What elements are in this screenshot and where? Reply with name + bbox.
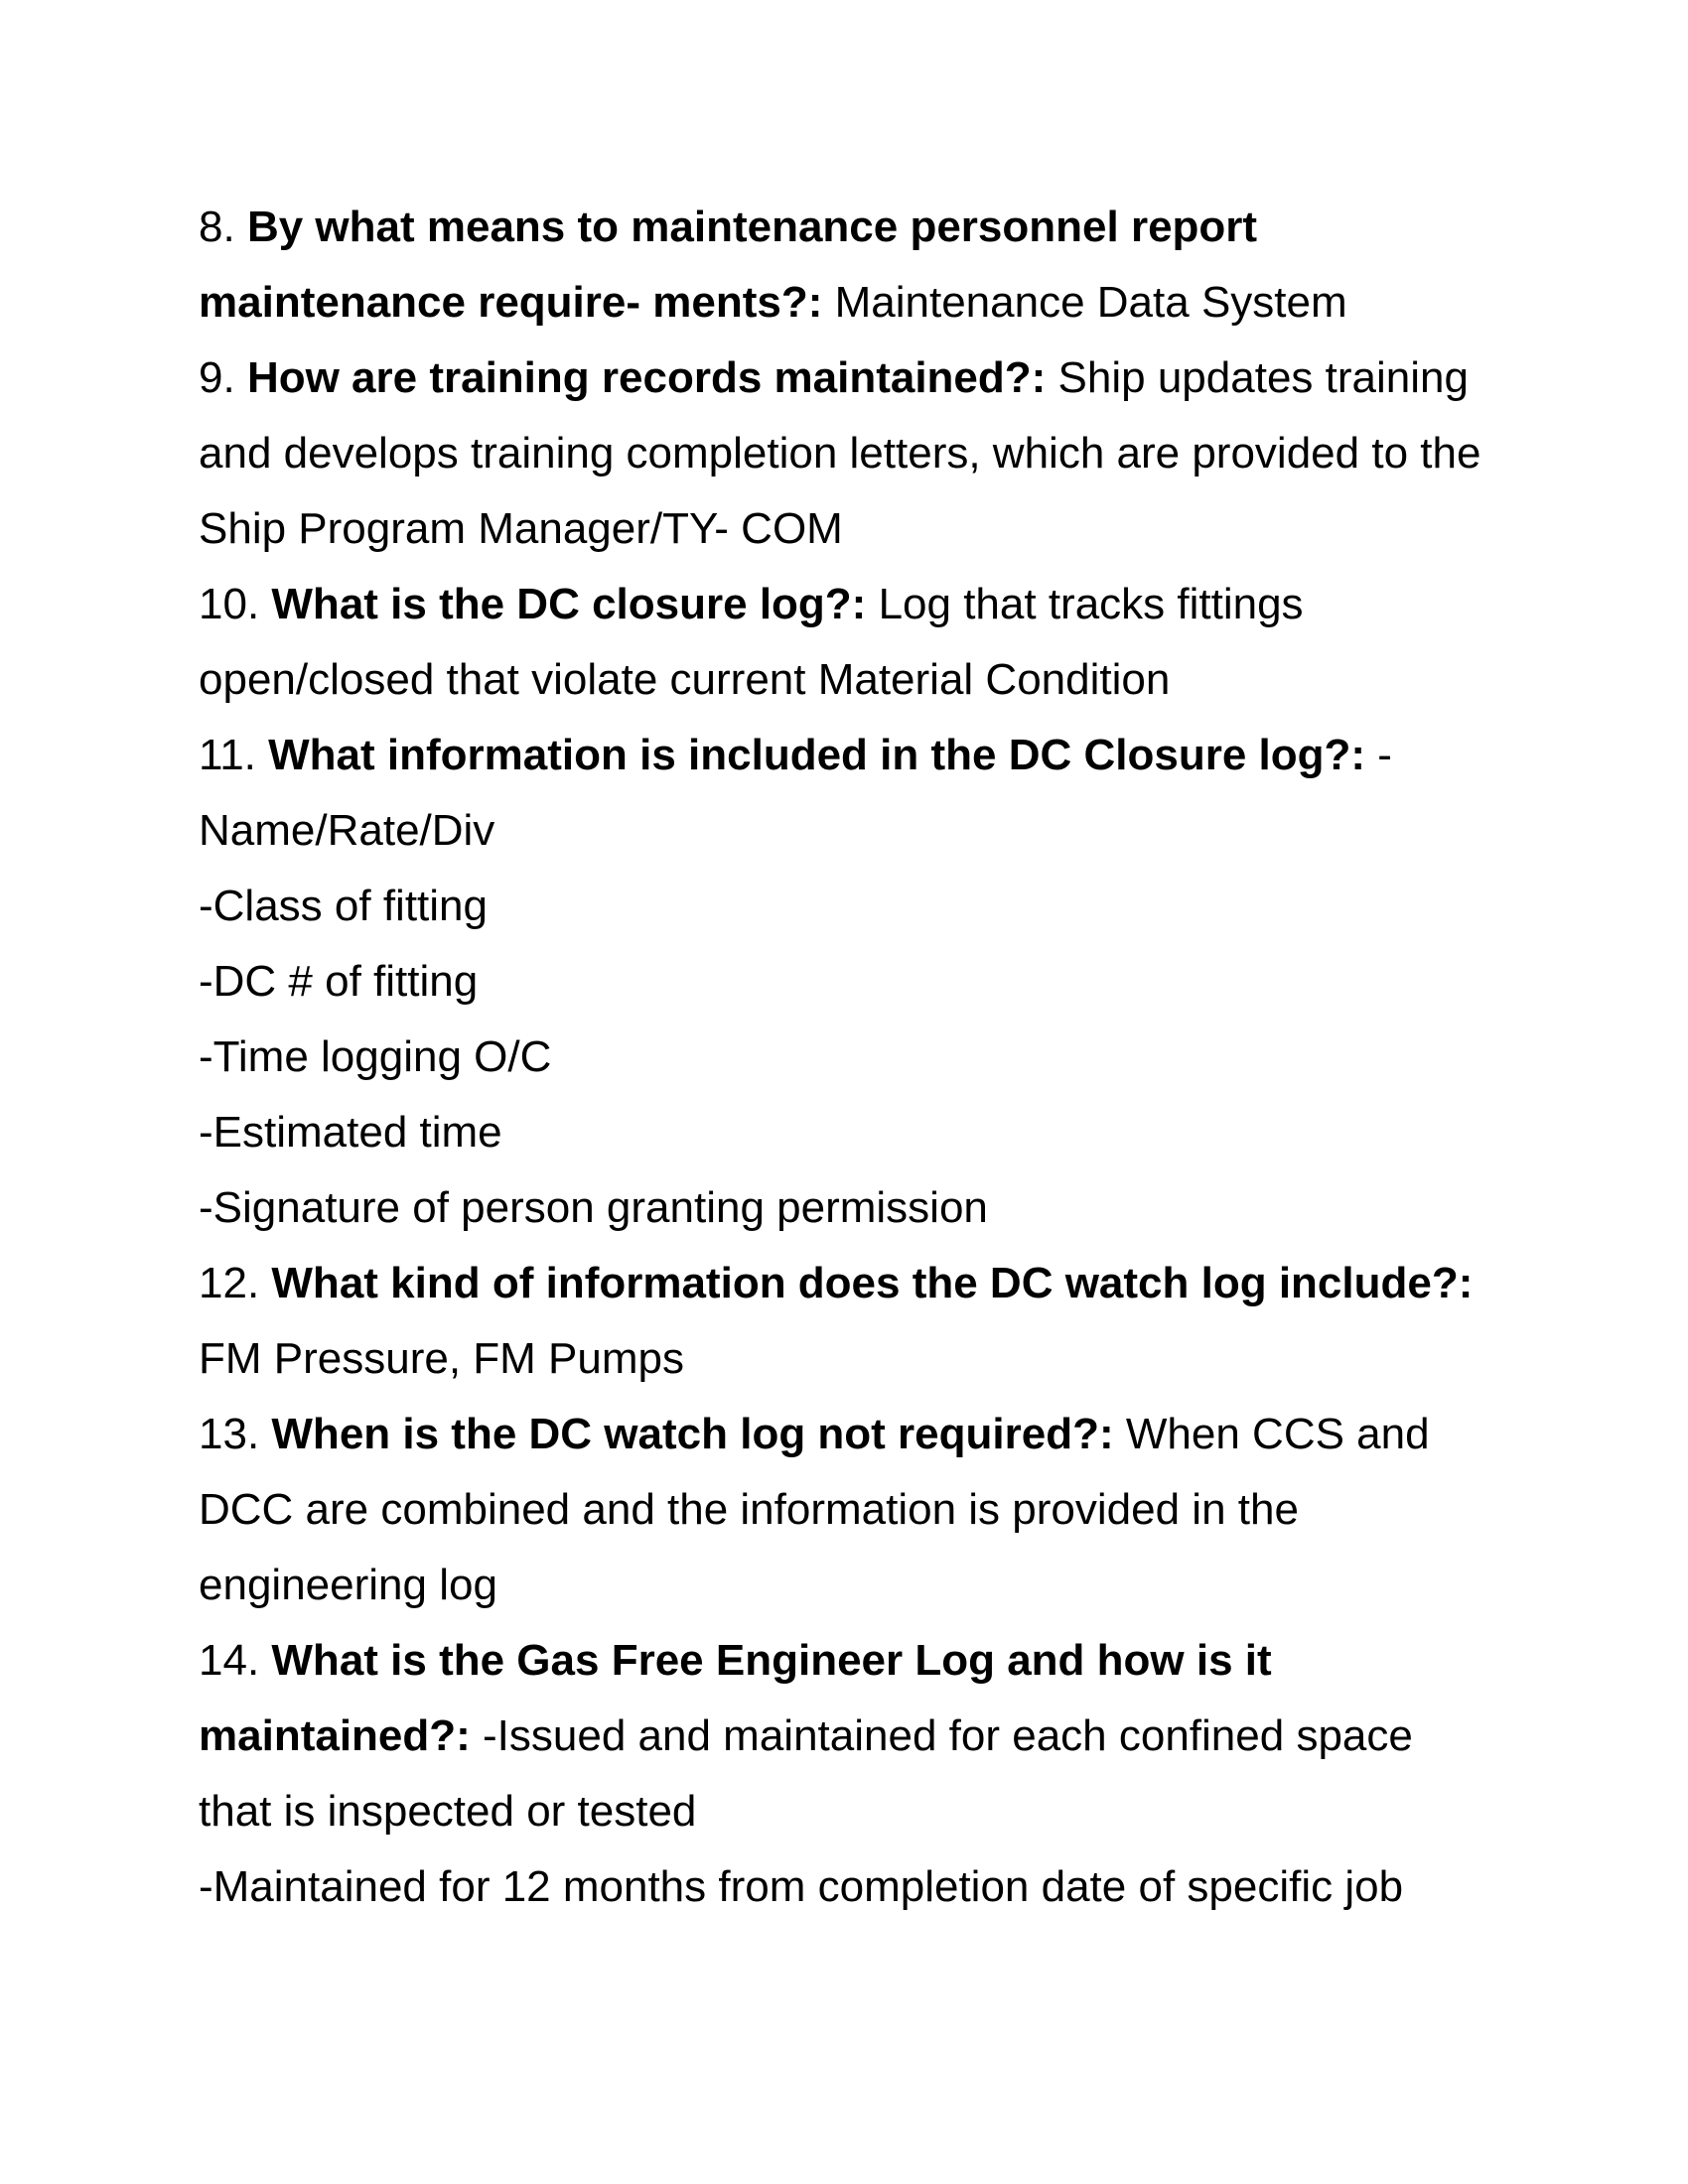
- qa-item-10: [199, 567, 1489, 718]
- item-number: 9.: [199, 353, 235, 402]
- answer-line: -DC # of fitting: [199, 957, 479, 1006]
- qa-item-13: [199, 1397, 1489, 1623]
- question-text: What is the Gas Free Engineer Log and how is it maintained?:: [199, 1636, 1272, 1760]
- answer-line: -Estimated time: [199, 1108, 502, 1157]
- item-number: 12.: [199, 1259, 260, 1307]
- answer-text: Maintenance Data System: [834, 278, 1347, 327]
- question-text: What kind of information does the DC watch log include?:: [271, 1259, 1474, 1307]
- question-text: What information is included in the DC Closure log?:: [268, 731, 1366, 779]
- answer-text: When CCS and DCC are combined and the information is provided in the engineering log: [199, 1410, 1430, 1609]
- question-text: How are training records maintained?:: [246, 353, 1047, 402]
- item-number: 11.: [199, 731, 256, 779]
- answer-line: -Class of fitting: [199, 882, 488, 930]
- qa-item-9: [199, 341, 1489, 567]
- qa-list: [199, 190, 1489, 1925]
- item-number: 10.: [199, 580, 260, 628]
- qa-item-14: [199, 1623, 1489, 1925]
- question-text: By what means to maintenance personnel report maintenance require- ments?:: [199, 203, 1258, 327]
- answer-text: Log that tracks fittings open/closed that violate current Material Condition: [199, 580, 1304, 704]
- item-number: 14.: [199, 1636, 260, 1685]
- question-text: When is the DC watch log not required?:: [271, 1410, 1114, 1458]
- qa-item-8: [199, 190, 1489, 341]
- answer-text: FM Pressure, FM Pumps: [199, 1334, 684, 1383]
- answer-text: -Name/Rate/Div: [199, 731, 1392, 855]
- answer-text: Ship updates training and develops training completion letters, which are provided to the Ship Program Manager/TY- COM: [199, 353, 1481, 553]
- qa-item-12: [199, 1246, 1489, 1397]
- question-text: What is the DC closure log?:: [271, 580, 867, 628]
- answer-line: -Maintained for 12 months from completion date of specific job: [199, 1862, 1404, 1911]
- qa-item-11: [199, 718, 1489, 1246]
- answer-line: -Time logging O/C: [199, 1032, 552, 1081]
- item-number: 13.: [199, 1410, 260, 1458]
- item-number: 8.: [199, 203, 235, 251]
- answer-text: -Issued and maintained for each confined space that is inspected or tested: [199, 1711, 1413, 1836]
- answer-line: -Signature of person granting permission: [199, 1183, 988, 1232]
